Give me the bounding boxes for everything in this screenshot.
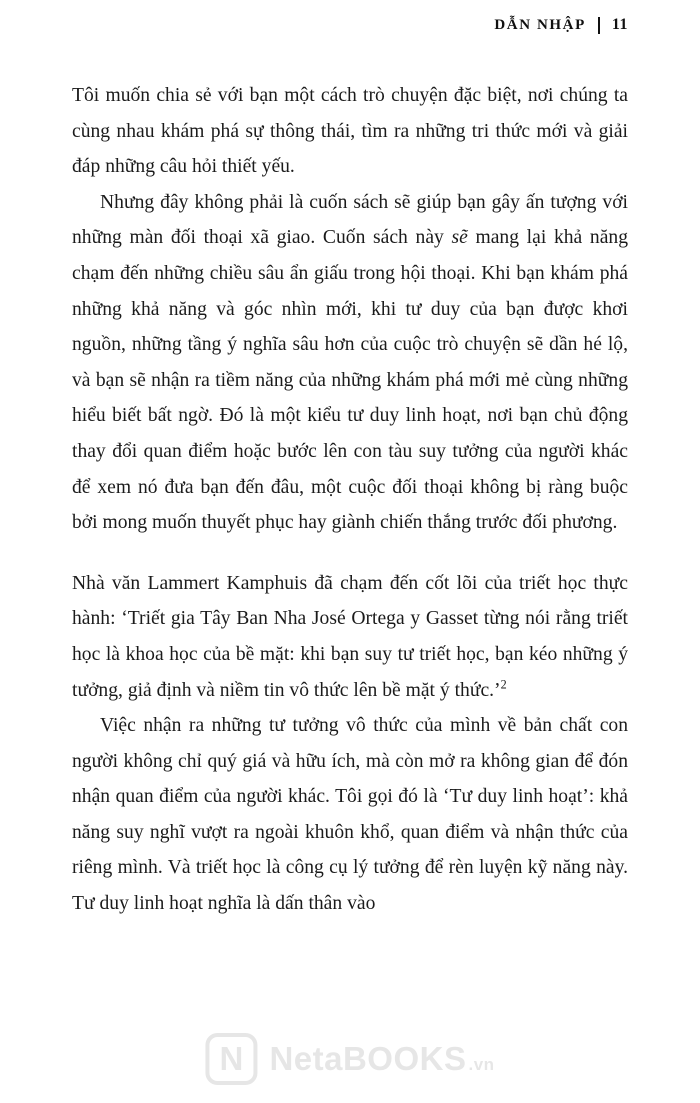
paragraph-2-part-1: Nhưng đây không phải là cuốn sách sẽ giúp bạn gây ấn tượng với những màn đối thoại xã giao. Cuốn sách này (72, 191, 628, 249)
watermark-text (269, 1040, 494, 1078)
paragraph-1: Tôi muốn chia sẻ với bạn một cách trò chuyện đặc biệt, nơi chúng ta cùng nhau khám phá sự thông thái, tìm ra những tri thức mới và giải đáp những câu hỏi thiết yếu. (72, 85, 628, 178)
paragraph-3 (72, 566, 628, 708)
watermark-suffix: .vn (468, 1055, 495, 1074)
paragraph-3-text: Nhà văn Lammert Kamphuis đã chạm đến cốt lõi của triết học thực hành: ‘Triết gia Tây Ban Nha José Ortega y Gasset từng nói rằng triết học là khoa học của bề mặt: khi bạn suy tư triết học, bạn kéo những ý tưởng, giả định và niềm tin vô thức lên bề mặt ý thức.’ (72, 572, 628, 701)
paragraph-2-part-2: mang lại khả năng chạm đến những chiều sâu ẩn giấu trong hội thoại. Khi bạn khám phá những khả năng và góc nhìn mới, khi tư duy của bạn được khơi nguồn, những tầng ý nghĩa sâu hơn của cuộc trò chuyện sẽ dần hé lộ, và bạn sẽ nhận ra tiềm năng của những khám phá mới mẻ cùng những hiểu biết bất ngờ. Đó là một kiểu tư duy linh hoạt, nơi bạn chủ động thay đổi quan điểm hoặc bước lên con tàu suy tưởng của người khác để xem nó đưa bạn đến đâu, một cuộc đối thoại không bị ràng buộc bởi mong muốn thuyết phục hay giành chiến thắng trước đối phương. (72, 227, 628, 534)
footnote-marker: 2 (500, 676, 507, 691)
paragraph-2-emphasis: sẽ (451, 227, 468, 249)
running-head-divider (598, 17, 600, 34)
watermark-name: NetaBOOKS (269, 1040, 467, 1077)
running-head-chapter-label: DẪN NHẬP (494, 16, 586, 33)
running-head (494, 16, 628, 34)
paragraph-2 (72, 185, 628, 541)
watermark (205, 1033, 494, 1085)
page-number: 11 (611, 16, 628, 33)
body-text-block (72, 78, 628, 922)
netabooks-logo-icon (205, 1033, 257, 1085)
paragraph-4: Việc nhận ra những tư tưởng vô thức của mình về bản chất con người không chỉ quý giá và hữu ích, mà còn mở ra không gian để đón nhận quan điểm của người khác. Tôi gọi đó là ‘Tư duy linh hoạt’: khả năng suy nghĩ vượt ra ngoài khuôn khổ, quan điểm và nhận thức của riêng mình. Và triết học là công cụ lý tưởng để rèn luyện kỹ năng này. Tư duy linh hoạt nghĩa là dấn thân vào (72, 715, 628, 915)
